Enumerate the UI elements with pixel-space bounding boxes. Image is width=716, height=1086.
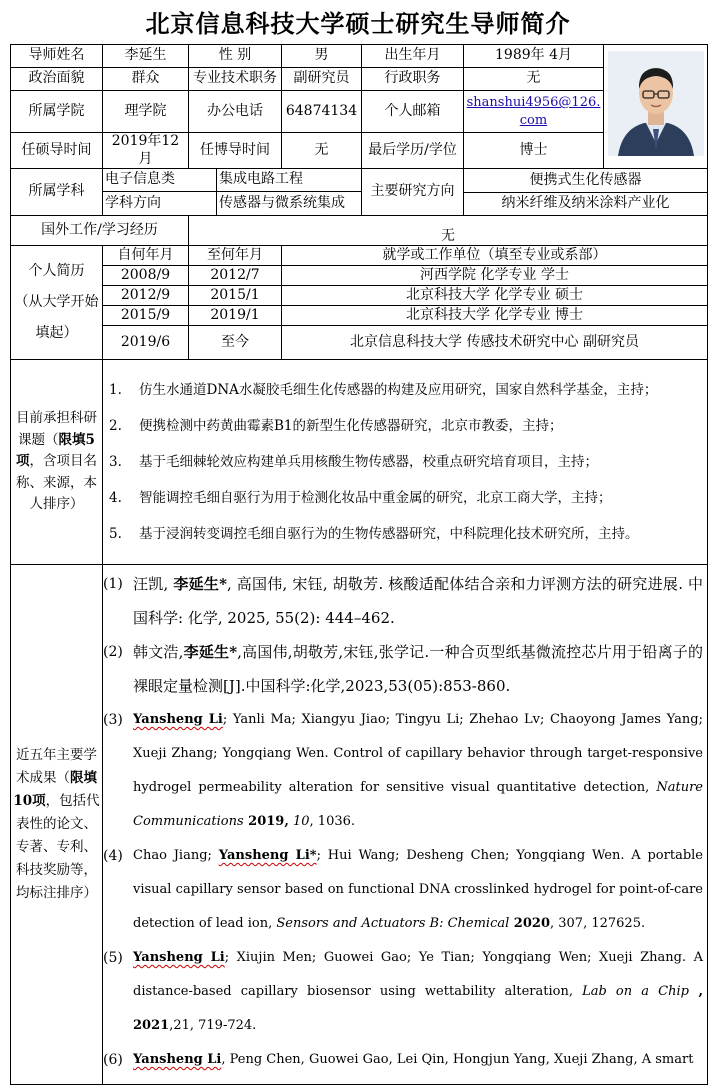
resume-to: 2012/7 (189, 266, 282, 286)
publication-item: (1) 汪凯, 李延生*, 高国伟, 宋钰, 胡敬芳. 核酸适配体结合亲和力评测方法的研究进展. 中国科学: 化学, 2025, 55(2): 444–462. (103, 575, 703, 627)
degree-value: 博士 (464, 133, 604, 169)
abroad-label: 国外工作/学习经历 (11, 216, 189, 246)
publication-item: (3) Yansheng Li; Yanli Ma; Xiangyu Jiao; Tingyu Li; Zhehao Lv; Chaoyong James Yang; Xueji Zhang; Yongqiang Wen. Control of capillary behavior through target-responsive hydrogel permeability alteration for sensitive visual quantitative detection, Nature Communications 2019, 10, 1036. (103, 712, 703, 829)
resume-label: 个人简历 (28, 263, 85, 280)
gender-label: 性 别 (189, 45, 282, 68)
resume-unit: 北京信息科技大学 传感技术研究中心 副研究员 (282, 326, 708, 360)
doctor-label: 任博导时间 (189, 133, 282, 169)
birth-label: 出生年月 (362, 45, 464, 68)
discipline-category: 电子信息类 (103, 169, 217, 192)
admin-value: 无 (464, 68, 604, 91)
master-value: 2019年12月 (103, 133, 189, 169)
research-item: 便携式生化传感器 (529, 171, 642, 188)
birth-value: 1989年 4月 (464, 45, 604, 68)
profile-table (10, 44, 708, 1085)
name-value: 李延生 (103, 45, 189, 68)
publication-list (103, 565, 707, 1077)
resume-unit: 河西学院 化学专业 学士 (282, 266, 708, 286)
resume-header-from: 自何年月 (103, 246, 189, 266)
projects-label: 目前承担科研课题（限填5项，含项目名称、来源，本人排序） (11, 360, 103, 565)
publication-item: (4) Chao Jiang; Yansheng Li*; Hui Wang; Desheng Chen; Yongqiang Wen. A portable visual capillary sensor based on functional DNA crosslinked hydrogel for point-of-care detection of lead ion, Sensors and Actuators B: Chemical 2020, 307, 127625. (103, 848, 703, 931)
email-label: 个人邮箱 (362, 91, 464, 133)
doctor-value: 无 (282, 133, 362, 169)
portrait-photo (608, 51, 704, 156)
college-value: 理学院 (103, 91, 189, 133)
list-item: 1. 仿生水通道DNA水凝胶毛细生化传感器的构建及应用研究，国家自然科学基金，主持； (109, 382, 658, 398)
page-title: 北京信息科技大学硕士研究生导师简介 (145, 9, 571, 38)
resume-from: 2008/9 (103, 266, 189, 286)
discipline-name: 集成电路工程 (217, 169, 361, 192)
publication-item: (5) Yansheng Li; Xiujin Men; Guowei Gao; Ye Tian; Yongqiang Wen; Xueji Zhang. A distance-based capillary biosensor using wettability alteration, Lab on a Chip , 2021,21, 719-724. (103, 950, 704, 1033)
resume-note: （从大学开始填起） (14, 294, 99, 341)
politics-label: 政治面貌 (11, 68, 103, 91)
master-label: 任硕导时间 (11, 133, 103, 169)
abroad-value: 无 (189, 216, 708, 246)
resume-from: 2012/9 (103, 286, 189, 306)
publication-item: (6) Yansheng Li, Peng Chen, Guowei Gao, Lei Qin, Hongjun Yang, Xueji Zhang, A smart (103, 1052, 694, 1068)
research-item: 纳米纤维及纳米涂料产业化 (464, 192, 707, 216)
achievements-label: 近五年主要学术成果（限填10项，包括代表性的论文、专著、专利、科技奖励等，均标注排序） (11, 565, 103, 1085)
discipline-direction-label: 学科方向 (103, 192, 217, 215)
publication-item: (2) 韩文浩,李延生*,高国伟,胡敬芳,宋钰,张学记.一种合页型纸基微流控芯片用于铅离子的裸眼定量检测[J].中国科学:化学,2023,53(05):853-860. (103, 643, 703, 695)
discipline-direction: 传感器与微系统集成 (219, 194, 345, 211)
resume-to: 2019/1 (189, 306, 282, 326)
phone-label: 办公电话 (189, 91, 282, 133)
resume-header-to: 至何年月 (189, 246, 282, 266)
list-item: 2. 便携检测中药黄曲霉素B1的新型生化传感器研究，北京市教委，主持； (109, 418, 563, 434)
title-value: 副研究员 (282, 68, 362, 91)
degree-label: 最后学历/学位 (362, 133, 464, 169)
resume-to: 至今 (189, 326, 282, 360)
resume-header-unit: 就学或工作单位（填至专业或系部） (282, 246, 708, 266)
college-label: 所属学院 (11, 91, 103, 133)
phone-value: 64874134 (282, 91, 362, 133)
list-item: 3. 基于毛细棘轮效应构建单兵用核酸生物传感器，校重点研究培育项目，主持； (109, 454, 598, 470)
name-label: 导师姓名 (11, 45, 103, 68)
discipline-label: 所属学科 (11, 169, 103, 216)
list-item: 4. 智能调控毛细自驱行为用于检测化妆品中重金属的研究，北京工商大学，主持； (109, 490, 612, 506)
resume-unit: 北京科技大学 化学专业 博士 (282, 306, 708, 326)
resume-label-cell (11, 246, 103, 360)
photo-cell (604, 45, 708, 169)
gender-value: 男 (282, 45, 362, 68)
resume-from: 2015/9 (103, 306, 189, 326)
politics-value: 群众 (103, 68, 189, 91)
list-item: 5. 基于浸润转变调控毛细自驱行为的生物传感器研究，中科院理化技术研究所，主持。 (109, 526, 639, 542)
resume-unit: 北京科技大学 化学专业 硕士 (282, 286, 708, 306)
title-label: 专业技术职务 (189, 68, 282, 91)
email-link[interactable]: shanshui4956@126.com (466, 95, 601, 128)
resume-from: 2019/6 (103, 326, 189, 360)
research-label: 主要研究方向 (362, 169, 464, 216)
resume-to: 2015/1 (189, 286, 282, 306)
projects-list (105, 368, 705, 556)
admin-label: 行政职务 (362, 68, 464, 91)
